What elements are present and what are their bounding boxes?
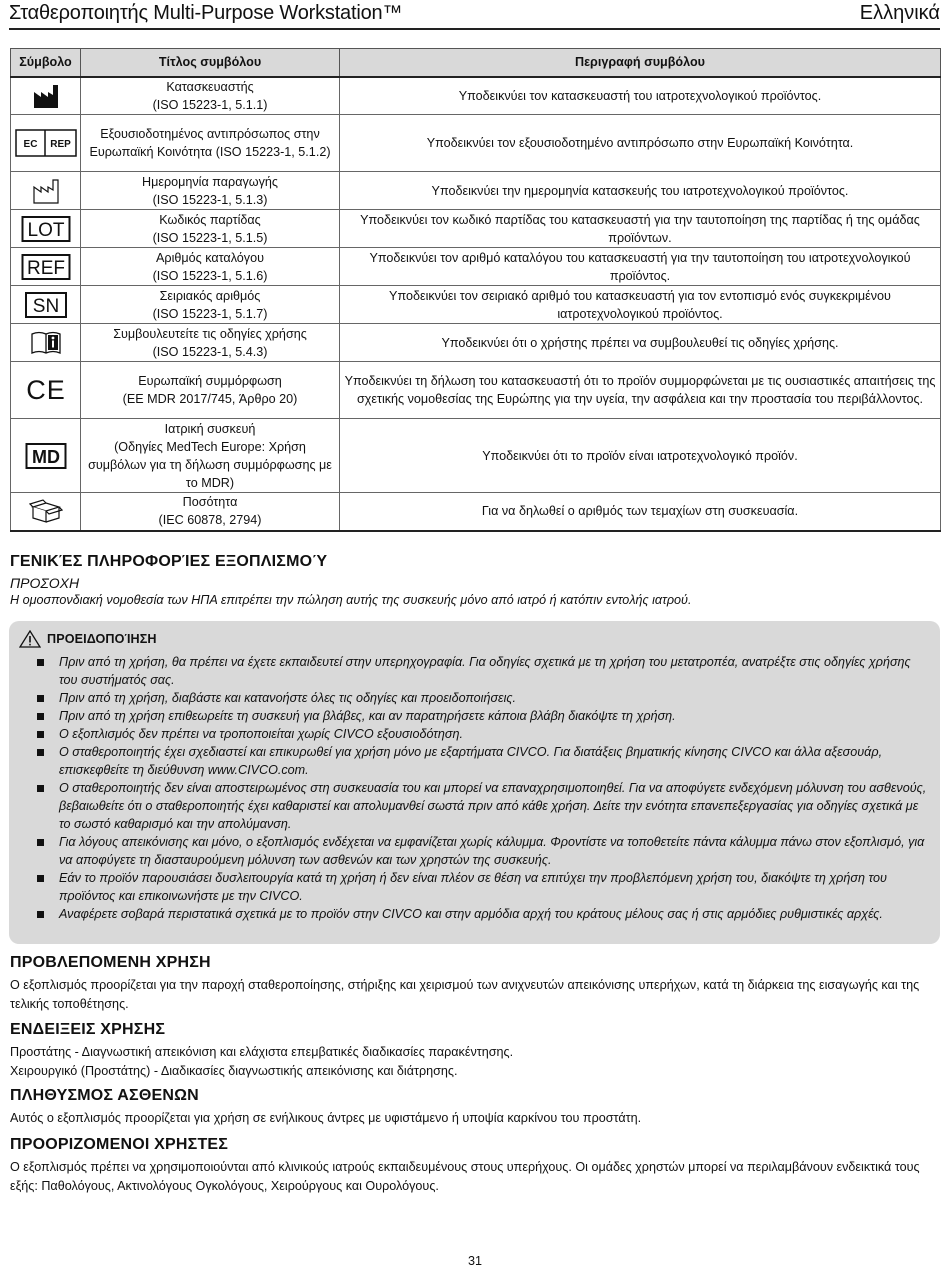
warning-item-text: Ο σταθεροποιητής δεν είναι αποστειρωμένος στη συσκευασία του και μπορεί να επαναχρησιμοποιηθεί. Για να αποφύγετε ενδεχόμενη μόλυνση του ασθενούς, βεβαιωθείτε ότι ο σταθεροποιητής έχει καθαριστεί και απολυμανθεί σωστά πριν από κάθε χρήση. Δείτε την ενότητα επανεπεξεργασίας για οδηγίες σχετικά με το σωστό καθαρισμό και την απολύμανση. [59, 781, 927, 831]
symbol-description: Υποδεικνύει τον κατασκευαστή του ιατροτεχνολογικού προϊόντος. [340, 77, 941, 115]
list-item [19, 779, 928, 833]
ref-icon [21, 253, 71, 281]
symbol-cell [11, 324, 81, 362]
warning-item-text: Ο εξοπλισμός δεν πρέπει να τροποποιείται χωρίς CIVCO εξουσιοδότηση. [59, 727, 463, 741]
ec-rep-icon [15, 129, 77, 157]
bullet-square-icon [37, 659, 44, 666]
page-header [9, 0, 940, 30]
symbol-cell [11, 362, 81, 419]
table-row [11, 172, 941, 210]
symbol-description: Υποδεικνύει τον κωδικό παρτίδας του κατασκευαστή για την ταυτοποίηση της παρτίδας ή της ομάδας προϊόντων. [340, 210, 941, 248]
bullet-square-icon [37, 731, 44, 738]
symbol-description: Υποδεικνύει τον σειριακό αριθμό του κατασκευαστή για τον εντοπισμό ενός συγκεκριμένου ιατροτεχνολογικού προϊόντος. [340, 286, 941, 324]
patient-population-text: Αυτός ο εξοπλισμός προορίζεται για χρήση σε ενήλικους άντρες με υφιστάμενο ή υποψία καρκίνου του προστάτη. [10, 1111, 642, 1125]
column-header-description: Περιγραφή συμβόλου [340, 49, 941, 77]
intended-users-section [10, 1136, 940, 1196]
table-row [11, 324, 941, 362]
symbol-title: Κωδικός παρτίδας (ISO 15223-1, 5.1.5) [81, 210, 340, 248]
warning-triangle-icon [19, 630, 41, 648]
symbol-description: Υποδεικνύει ότι το προϊόν είναι ιατροτεχνολογικό προϊόν. [340, 419, 941, 493]
bullet-square-icon [37, 839, 44, 846]
table-row [11, 286, 941, 324]
warning-box [9, 621, 940, 944]
bullet-square-icon [37, 695, 44, 702]
intended-use-heading: ΠΡΟΒΛΕΠΟΜΕΝΗ ΧΡΗΣΗ [10, 954, 211, 971]
warning-title: ΠΡΟΕΙΔΟΠΟΊΗΣΗ [47, 632, 157, 646]
symbol-title: Εξουσιοδοτημένος αντιπρόσωπος στην Ευρωπαϊκή Κοινότητα (ISO 15223-1, 5.1.2) [81, 115, 340, 172]
symbol-cell [11, 115, 81, 172]
symbol-title: Ευρωπαϊκή συμμόρφωση (ΕΕ MDR 2017/745, Άρθρο 20) [81, 362, 340, 419]
symbol-cell [11, 286, 81, 324]
intended-use-text: Ο εξοπλισμός προορίζεται για την παροχή σταθεροποίησης, στήριξης και χειρισμού των ανιχνευτών απεικόνισης υπερήχων, κατά τη διάρκεια της εισαγωγής και της τελικής τοποθέτησης. [10, 978, 920, 1011]
caution-heading: ΠΡΟΣΟΧΗ [10, 575, 80, 591]
table-row [11, 77, 941, 115]
intended-users-text: Ο εξοπλισμός πρέπει να χρησιμοποιούνται από κλινικούς ιατρούς εκπαιδευμένους στους υπερήχους. Οι ομάδες χρηστών μπορεί να περιλαμβάνουν ενδεικτικά τους εξής: Παθολόγους, Ακτινολόγους Ογκολόγους, Χειρούργους και Ουρολόγους. [10, 1160, 920, 1193]
symbol-description: Υποδεικνύει ότι ο χρήστης πρέπει να συμβουλευθεί τις οδηγίες χρήσης. [340, 324, 941, 362]
manufacturer-icon [31, 82, 61, 110]
lot-icon [21, 215, 71, 243]
warning-item-text: Για λόγους απεικόνισης και μόνο, ο εξοπλισμός ενδέχεται να εμφανίζεται χωρίς κάλυμμα. Φροντίστε να τοποθετείτε πάντα κάλυμμα πάνω στον εξοπλισμό, για να αποφύγετε τη διασταυρούμενη μόλυνση των ασθενών και των χρηστών της συσκευής. [59, 835, 925, 867]
symbol-title: Ποσότητα (IEC 60878, 2794) [81, 493, 340, 531]
patient-population-section [10, 1087, 940, 1128]
bullet-square-icon [37, 749, 44, 756]
symbol-title: Αριθμός καταλόγου (ISO 15223-1, 5.1.6) [81, 248, 340, 286]
quantity-icon [29, 498, 63, 524]
symbol-cell [11, 419, 81, 493]
indications-heading: ΕΝΔΕΙΞΕΙΣ ΧΡΗΣΗΣ [10, 1021, 166, 1038]
warning-item-text: Πριν από τη χρήση, διαβάστε και κατανοήστε όλες τις οδηγίες και προειδοποιήσεις. [59, 691, 517, 705]
ce-mark-icon [26, 376, 66, 404]
warning-item-text: Εάν το προϊόν παρουσιάσει δυσλειτουργία κατά τη χρήση ή δεν είναι πλέον σε θέση να επιτύχει την προβλεπόμενη χρήση του, διακόψτε τη χρήση του προϊόντος και επικοινωνήστε με την CIVCO. [59, 871, 887, 903]
patient-population-heading: ΠΛΗΘΥΣΜΟΣ ΑΣΘΕΝΩΝ [10, 1087, 199, 1104]
symbol-description: Υποδεικνύει τον εξουσιοδοτημένο αντιπρόσωπο στην Ευρωπαϊκή Κοινότητα. [340, 115, 941, 172]
bullet-square-icon [37, 911, 44, 918]
symbol-description: Υποδεικνύει τον αριθμό καταλόγου του κατασκευαστή για την ταυτοποίηση του ιατροτεχνολογικού προϊόντος. [340, 248, 941, 286]
symbol-description: Για να δηλωθεί ο αριθμός των τεμαχίων στη συσκευασία. [340, 493, 941, 531]
column-header-title: Τίτλος συμβόλου [81, 49, 340, 77]
list-item [19, 689, 928, 707]
warning-list [19, 653, 928, 923]
symbol-cell [11, 493, 81, 531]
ref-icon-text: REF [26, 257, 65, 279]
list-item [19, 653, 928, 689]
warning-item-text: Ο σταθεροποιητής έχει σχεδιαστεί και επικυρωθεί για χρήση μόνο με εξαρτήματα CIVCO. Για διατάξεις βηματικής κίνησης CIVCO και άλλα αξεσουάρ, επισκεφθείτε τη διεύθυνση www.CIVCO.com. [59, 745, 883, 777]
symbol-cell [11, 77, 81, 115]
table-header-row [11, 49, 941, 77]
list-item [19, 743, 928, 779]
symbol-title: Ιατρική συσκευή (Οδηγίες MedTech Europe: Χρήση συμβόλων για τη δήλωση συμμόρφωσης με το MDR) [81, 419, 340, 493]
table-row [11, 248, 941, 286]
ce-mark-icon-text: CE [25, 376, 66, 404]
serial-number-icon-text: SN [32, 295, 59, 317]
ec-rep-icon-text-ec: EC [23, 139, 37, 150]
symbol-title: Κατασκευαστής (ISO 15223-1, 5.1.1) [81, 77, 340, 115]
list-item [19, 833, 928, 869]
list-item [19, 905, 928, 923]
bullet-square-icon [37, 785, 44, 792]
page-number: 31 [467, 1254, 482, 1267]
lot-icon-text: LOT [27, 219, 64, 241]
symbol-title: Ημερομηνία παραγωγής (ISO 15223-1, 5.1.3) [81, 172, 340, 210]
table-row [11, 115, 941, 172]
language-label: Ελληνικά [859, 2, 940, 24]
indications-line-1: Προστάτης - Διαγνωστική απεικόνιση και ελάχιστα επεμβατικές διαδικασίες παρακέντησης. [10, 1045, 514, 1059]
symbol-cell [11, 172, 81, 210]
date-of-manufacture-icon [31, 177, 61, 205]
symbols-table [10, 48, 941, 532]
warning-item-text: Αναφέρετε σοβαρά περιστατικά σχετικά με το προϊόν στην CIVCO και στην αρμόδια αρχή του κράτους μέλους σας ή στις αρμόδιες ρυθμιστικές αρχές. [59, 907, 883, 921]
symbol-title: Σειριακός αριθμός (ISO 15223-1, 5.1.7) [81, 286, 340, 324]
consult-instructions-icon [30, 330, 62, 356]
intended-use-section [10, 954, 940, 1014]
list-item [19, 725, 928, 743]
table-row [11, 210, 941, 248]
general-info-heading: ΓΕΝΙΚΈΣ ΠΛΗΡΟΦΟΡΊΕΣ ΕΞΟΠΛΙΣΜΟΎ [10, 553, 328, 570]
list-item [19, 707, 928, 725]
serial-number-icon [21, 291, 71, 319]
bullet-square-icon [37, 875, 44, 882]
document-title: Σταθεροποιητής Multi-Purpose Workstation™ [9, 2, 403, 24]
list-item [19, 869, 928, 905]
warning-item-text: Πριν από τη χρήση επιθεωρείτε τη συσκευή για βλάβες, και αν παρατηρήσετε κάποια βλάβη διακόψτε τη χρήση. [59, 709, 676, 723]
medical-device-icon [25, 442, 67, 470]
symbol-description: Υποδεικνύει τη δήλωση του κατασκευαστή ότι το προϊόν συμμορφώνεται με τις ουσιαστικές απαιτήσεις της σχετικής νομοθεσίας της Ευρώπης για την υγεία, την ασφάλεια και την προστασία του περιβάλλοντος. [340, 362, 941, 419]
symbol-title: Συμβουλευτείτε τις οδηγίες χρήσης (ISO 15223-1, 5.4.3) [81, 324, 340, 362]
ec-rep-icon-text-rep: REP [49, 139, 71, 150]
warning-title-row [19, 629, 928, 649]
indications-section [10, 1021, 940, 1081]
table-row [11, 493, 941, 531]
medical-device-icon-text: MD [31, 446, 60, 467]
column-header-symbol: Σύμβολο [11, 49, 81, 77]
caution-text: Η ομοσπονδιακή νομοθεσία των ΗΠΑ επιτρέπει την πώληση αυτής της συσκευής μόνο από ιατρό ή κατόπιν εντολής ιατρού. [10, 593, 692, 607]
symbol-cell [11, 210, 81, 248]
table-row [11, 419, 941, 493]
symbol-description: Υποδεικνύει την ημερομηνία κατασκευής του ιατροτεχνολογικού προϊόντος. [340, 172, 941, 210]
bullet-square-icon [37, 713, 44, 720]
symbol-cell [11, 248, 81, 286]
general-info-section [10, 553, 940, 610]
indications-line-2: Χειρουργικό (Προστάτης) - Διαδικασίες διαγνωστικής απεικόνισης και διάτρησης. [10, 1064, 458, 1078]
warning-item-text: Πριν από τη χρήση, θα πρέπει να έχετε εκπαιδευτεί στην υπερηχογραφία. Για οδηγίες σχετικά με τη χρήση του μετατροπέα, ανατρέξτε στις οδηγίες χρήσης του συστήματός σας. [59, 655, 911, 687]
intended-users-heading: ΠΡΟΟΡΙΖΟΜΕΝΟΙ ΧΡΗΣΤΕΣ [10, 1136, 229, 1153]
table-row [11, 362, 941, 419]
